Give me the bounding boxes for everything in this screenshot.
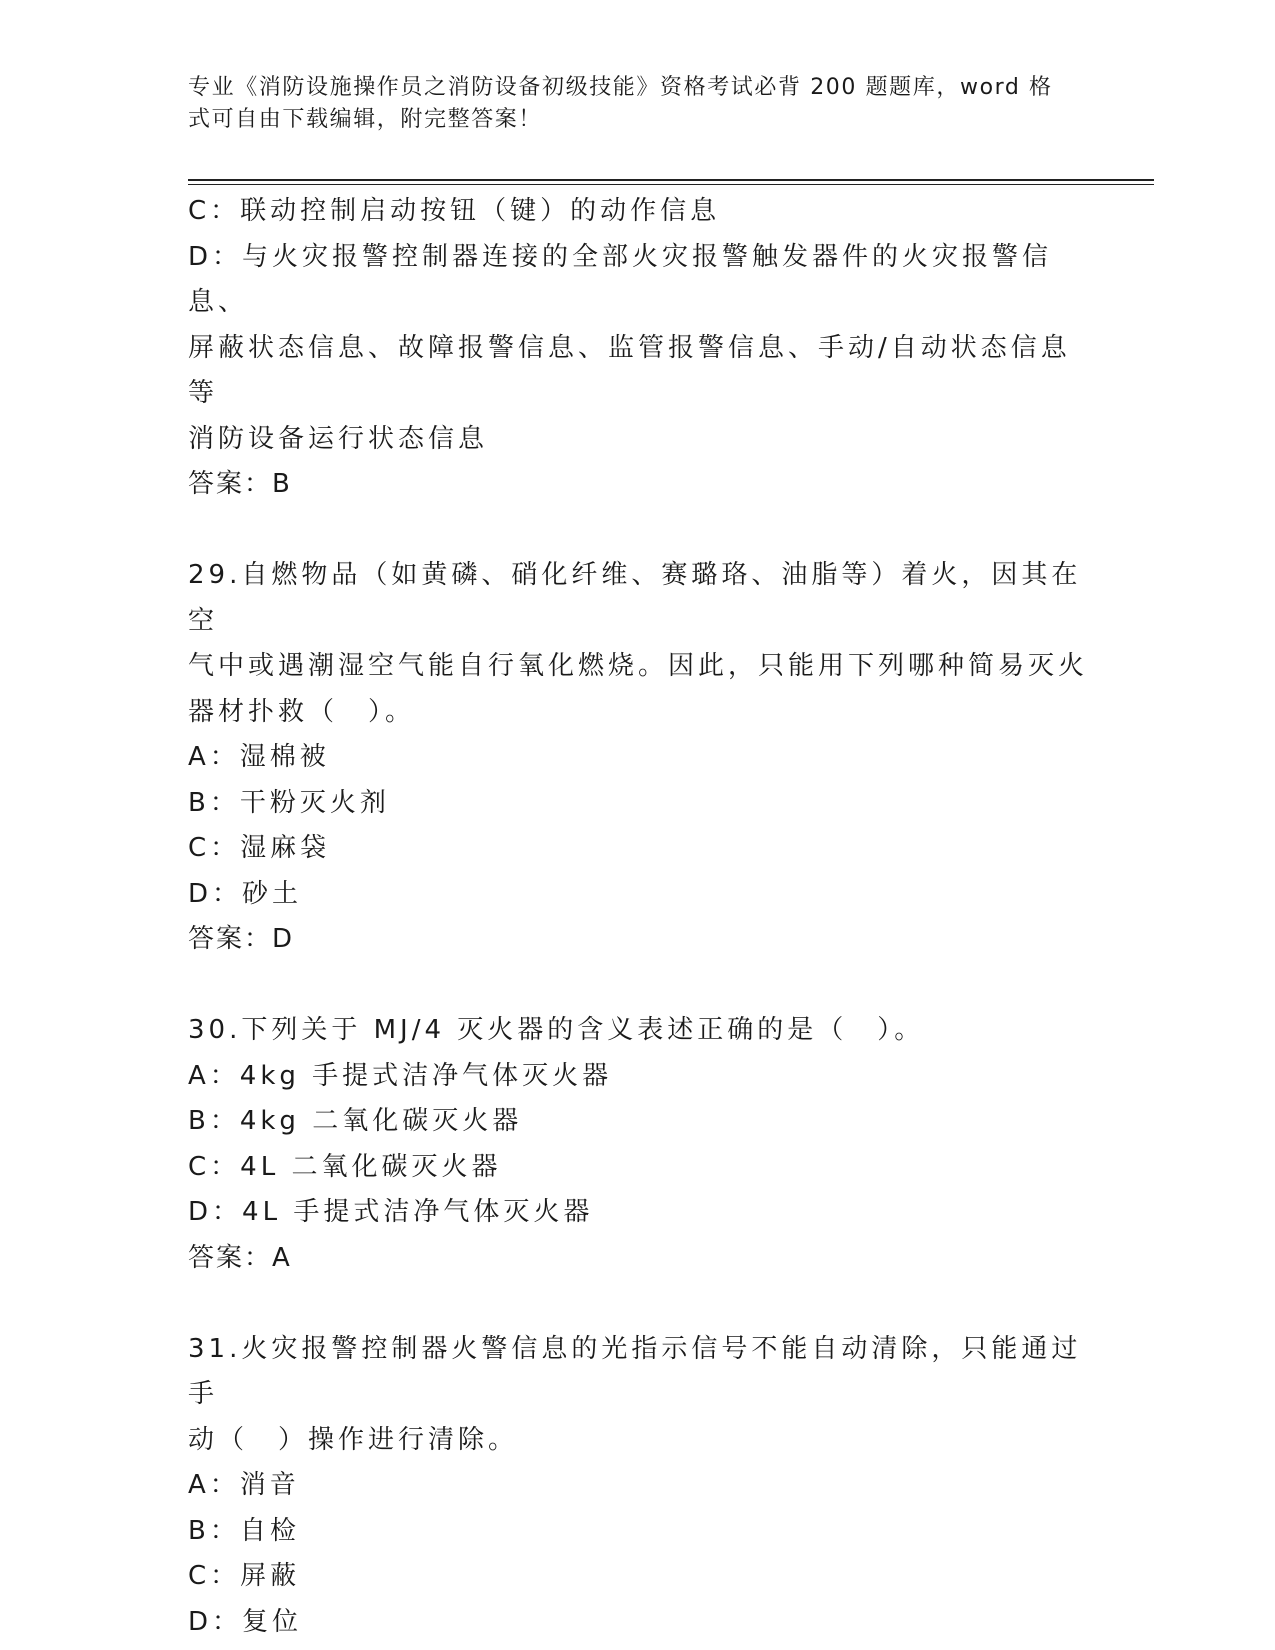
option-d-line-3: 消防设备运行状态信息 bbox=[188, 423, 489, 454]
header-divider-thick bbox=[188, 179, 1154, 181]
question-list bbox=[188, 189, 1088, 1645]
spacer bbox=[188, 1281, 1088, 1327]
option-c: C：联动控制启动按钮（键）的动作信息 bbox=[188, 196, 721, 226]
question-stem-line-3: 器材扑救（ ）。 bbox=[188, 696, 416, 727]
option-c: C：4L 二氧化碳灭火器 bbox=[188, 1151, 502, 1182]
spacer bbox=[188, 508, 1088, 554]
answer: 答案：D bbox=[188, 924, 295, 954]
header-divider-thin bbox=[188, 184, 1154, 185]
option-a: A：4kg 手提式洁净气体灭火器 bbox=[188, 1060, 613, 1091]
option-d: D：砂土 bbox=[188, 878, 303, 909]
option-b: B：4kg 二氧化碳灭火器 bbox=[188, 1106, 523, 1136]
option-d: D：4L 手提式洁净气体灭火器 bbox=[188, 1197, 594, 1227]
option-b: B：干粉灭火剂 bbox=[188, 787, 390, 818]
spacer bbox=[188, 963, 1088, 1009]
option-b: B：自检 bbox=[188, 1515, 300, 1546]
option-d-line-2: 屏蔽状态信息、故障报警信息、监管报警信息、手动/自动状态信息等 bbox=[188, 332, 1071, 408]
question-28-continued bbox=[188, 189, 1088, 508]
question-stem-line-2: 动（ ）操作进行清除。 bbox=[188, 1424, 519, 1455]
option-d-line-1: D：与火灾报警控制器连接的全部火灾报警触发器件的火灾报警信息、 bbox=[188, 241, 1053, 317]
question-stem-line-1: 29.自燃物品（如黄磷、硝化纤维、赛璐珞、油脂等）着火，因其在空 bbox=[188, 560, 1082, 636]
question-stem-line-1: 30.下列关于 MJ/4 灭火器的含义表述正确的是（ ）。 bbox=[188, 1015, 925, 1045]
option-c: C：屏蔽 bbox=[188, 1561, 301, 1591]
header-line-1: 专业《消防设施操作员之消防设备初级技能》资格考试必背 200 题题库，word 格 bbox=[188, 75, 1053, 100]
question-31 bbox=[188, 1327, 1088, 1646]
answer: 答案：B bbox=[188, 469, 292, 499]
page-header bbox=[188, 72, 1068, 136]
option-c: C：湿麻袋 bbox=[188, 833, 331, 863]
question-stem-line-2: 气中或遇潮湿空气能自行氧化燃烧。因此，只能用下列哪种简易灭火 bbox=[188, 651, 1089, 681]
option-a: A：消音 bbox=[188, 1470, 300, 1500]
question-29 bbox=[188, 553, 1088, 963]
option-d: D：复位 bbox=[188, 1606, 303, 1637]
answer: 答案：A bbox=[188, 1242, 292, 1273]
header-line-2: 式可自由下载编辑，附完整答案！ bbox=[188, 107, 543, 132]
option-a: A：湿棉被 bbox=[188, 742, 330, 772]
question-30 bbox=[188, 1008, 1088, 1281]
question-stem-line-1: 31.火灾报警控制器火警信息的光指示信号不能自动清除，只能通过手 bbox=[188, 1333, 1082, 1409]
